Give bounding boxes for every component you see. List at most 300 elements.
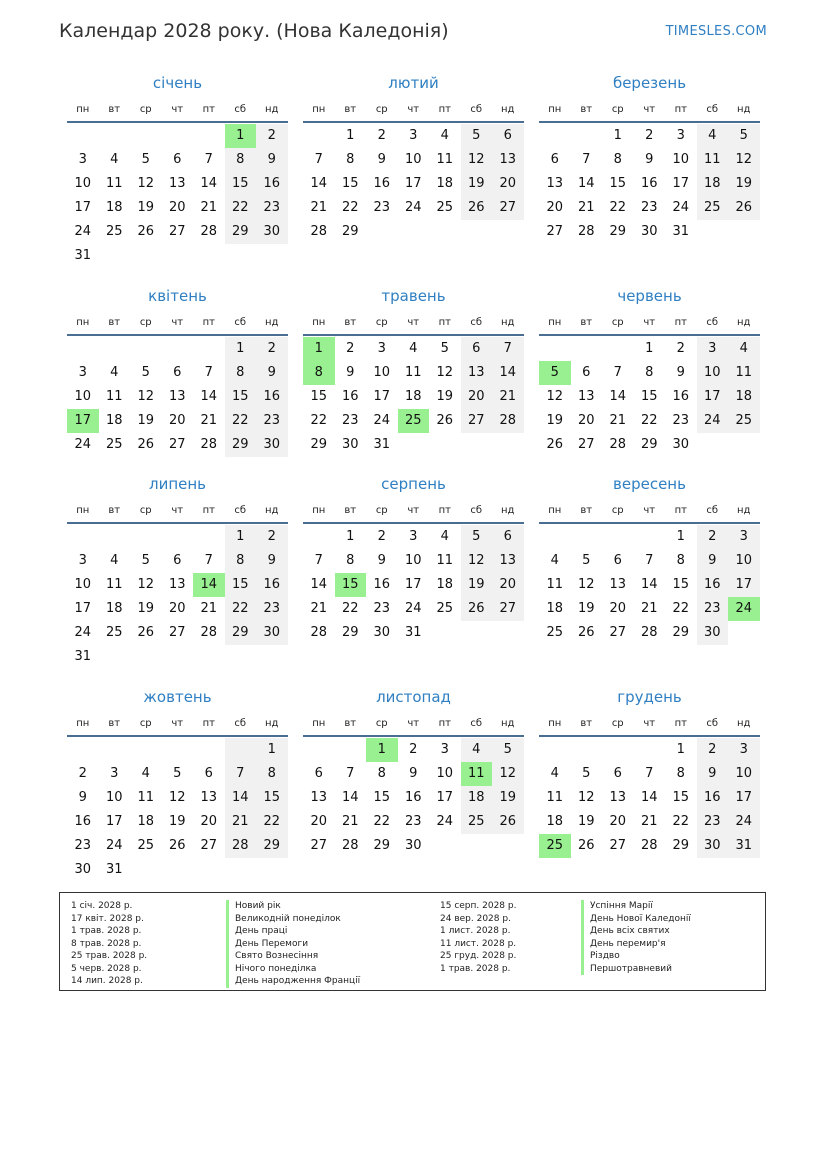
day-cell: 30 [74,862,92,877]
day-cell: 13 [577,389,595,404]
day-cell-empty [67,337,99,361]
legend-holiday-date: 25 груд. 2028 р. [440,951,517,961]
weekday-label: чт [407,103,420,115]
day-cell: 26 [728,196,760,220]
day-cell: 15 [672,790,690,805]
day-cell: 3 [78,553,87,568]
day-cell: 11 [546,790,564,805]
day-cell: 20 [461,385,493,409]
day-cell-empty [539,525,571,549]
week-row [539,433,760,457]
month-name: лютий [388,74,439,92]
day-cell: 2 [676,341,685,356]
day-cell-empty [303,525,335,549]
day-cell: 8 [676,766,685,781]
day-cell: 29 [256,834,288,858]
weekday-label: чт [171,717,184,729]
day-cell-empty [429,621,461,645]
day-cell: 30 [404,838,422,853]
day-cell: 7 [225,762,257,786]
day-cell-empty [67,525,99,549]
day-cell: 12 [137,176,155,191]
legend-holiday-name: День всіх святих [581,925,691,938]
day-cell: 16 [640,176,658,191]
day-cell: 11 [105,577,123,592]
day-cell: 23 [256,597,288,621]
day-cell-empty [130,525,162,549]
day-cell: 29 [225,621,257,645]
day-cell: 12 [577,577,595,592]
day-cell: 9 [256,361,288,385]
month-divider [303,735,524,737]
week-row [303,148,524,172]
day-cell: 20 [492,172,524,196]
day-cell: 20 [609,601,627,616]
week-row [67,834,288,858]
day-cell: 11 [404,365,422,380]
weekday-label: вт [580,103,593,115]
day-cell: 8 [613,152,622,167]
day-cell-empty [571,337,603,361]
week-row [539,573,760,597]
day-cell: 22 [640,413,658,428]
day-cell: 22 [609,200,627,215]
weekday-label: чт [171,504,184,516]
month-1 [67,73,288,268]
day-cell: 17 [404,577,422,592]
weekday-label: сб [706,103,719,115]
day-cell: 26 [461,196,493,220]
day-cell: 24 [373,413,391,428]
day-cell: 12 [461,549,493,573]
day-cell: 23 [256,196,288,220]
day-cell: 23 [373,200,391,215]
day-cell: 13 [492,549,524,573]
day-cell: 31 [728,834,760,858]
day-cell-empty [193,337,225,361]
day-cell: 24 [105,838,123,853]
day-cell-empty [162,124,194,148]
day-cell: 11 [697,148,729,172]
weekday-label: нд [265,717,279,729]
day-cell: 20 [200,814,218,829]
day-cell: 10 [728,549,760,573]
day-cell: 10 [373,365,391,380]
week-row [303,433,524,457]
day-cell: 14 [200,389,218,404]
day-cell: 5 [461,124,493,148]
day-cell: 3 [377,341,386,356]
week-row [67,858,288,882]
day-cell: 10 [74,577,92,592]
day-cell-empty [335,738,367,762]
day-cell: 25 [137,838,155,853]
day-cell: 8 [225,148,257,172]
day-cell: 18 [105,413,123,428]
day-cell: 12 [577,790,595,805]
day-cell: 4 [461,738,493,762]
day-cell-empty [99,244,131,268]
day-cell-empty [366,220,398,244]
day-cell: 2 [697,525,729,549]
week-row [303,786,524,810]
day-cell: 12 [137,389,155,404]
day-cell: 9 [346,365,355,380]
day-cell: 27 [492,196,524,220]
day-cell: 29 [341,625,359,640]
day-cell: 16 [256,573,288,597]
month-7 [67,474,288,669]
day-cell-empty [193,244,225,268]
day-cell: 26 [137,224,155,239]
day-cell: 18 [436,176,454,191]
day-cell: 6 [613,766,622,781]
legend-holiday-name: День перемир'я [581,938,691,951]
day-cell: 23 [697,597,729,621]
day-cell-empty [193,858,225,882]
weekday-label: нд [265,504,279,516]
weekday-label: пт [438,717,451,729]
day-cell: 14 [640,790,658,805]
day-cell-empty [162,738,194,762]
week-row [67,597,288,621]
day-cell: 25 [105,224,123,239]
day-cell-empty [429,433,461,457]
weekday-label: сб [234,717,247,729]
legend-holiday-date: 14 лип. 2028 р. [71,976,143,986]
weekday-label: нд [265,316,279,328]
day-cell: 13 [310,790,328,805]
day-cell-empty [728,220,760,244]
page-title: Календар 2028 року. (Нова Каледонія) [59,20,449,42]
legend-holiday-date: 15 серп. 2028 р. [440,901,517,911]
month-divider [67,121,288,123]
month-9 [539,474,760,645]
day-cell: 22 [672,814,690,829]
day-cell: 21 [310,601,328,616]
month-divider [303,334,524,336]
weekday-label: нд [501,717,515,729]
weekday-label: вт [580,316,593,328]
weekday-label: нд [737,316,751,328]
site-link[interactable]: TIMESLES.COM [665,24,767,39]
day-cell: 24 [74,224,92,239]
week-row [303,172,524,196]
weekday-label: пн [312,316,326,328]
day-cell: 1 [645,341,654,356]
day-cell: 3 [728,738,760,762]
day-cell-empty [461,433,493,457]
day-cell-empty [697,220,729,244]
day-cell-empty [162,525,194,549]
day-cell-empty [571,124,603,148]
day-cell-empty [162,244,194,268]
week-row [303,385,524,409]
month-2 [303,73,524,244]
weekday-label: пт [202,103,215,115]
day-cell: 3 [110,766,119,781]
day-cell: 14 [492,361,524,385]
holiday-day-cell: 11 [461,762,493,786]
day-cell: 23 [404,814,422,829]
day-cell: 27 [168,625,186,640]
month-name: квітень [148,287,207,305]
day-cell: 6 [314,766,323,781]
day-cell: 9 [697,549,729,573]
week-row [539,786,760,810]
day-cell-empty [99,525,131,549]
day-cell: 20 [168,200,186,215]
day-cell: 21 [577,200,595,215]
day-cell: 20 [609,814,627,829]
day-cell: 11 [137,790,155,805]
week-row [67,409,288,433]
day-cell: 25 [105,625,123,640]
day-cell: 19 [492,786,524,810]
day-cell: 9 [645,152,654,167]
month-5 [303,286,524,457]
day-cell: 15 [225,573,257,597]
day-cell: 29 [225,220,257,244]
day-cell: 17 [697,385,729,409]
day-cell: 10 [672,152,690,167]
weekday-label: пн [548,717,562,729]
day-cell: 10 [74,389,92,404]
day-cell: 28 [200,625,218,640]
day-cell: 4 [728,337,760,361]
day-cell: 1 [676,529,685,544]
day-cell: 22 [672,601,690,616]
day-cell: 7 [645,766,654,781]
day-cell: 16 [74,814,92,829]
day-cell: 11 [728,361,760,385]
day-cell: 28 [310,224,328,239]
day-cell: 6 [204,766,213,781]
day-cell: 7 [613,365,622,380]
day-cell-empty [602,738,634,762]
week-row [303,762,524,786]
weekday-label: нд [501,316,515,328]
week-row [67,762,288,786]
day-cell: 27 [577,437,595,452]
month-name: березень [612,74,687,92]
weekday-label: пн [76,316,90,328]
day-cell: 5 [141,152,150,167]
day-cell: 15 [225,385,257,409]
day-cell: 1 [346,529,355,544]
day-cell: 28 [640,838,658,853]
day-cell: 31 [404,625,422,640]
day-cell: 22 [341,601,359,616]
day-cell: 19 [577,814,595,829]
day-cell: 5 [728,124,760,148]
day-cell-empty [193,525,225,549]
day-cell-empty [130,124,162,148]
day-cell: 3 [697,337,729,361]
month-divider [539,334,760,336]
day-cell: 29 [341,224,359,239]
day-cell: 17 [373,389,391,404]
day-cell: 10 [105,790,123,805]
day-cell: 8 [346,553,355,568]
day-cell: 4 [697,124,729,148]
day-cell: 28 [200,437,218,452]
day-cell-empty [193,738,225,762]
day-cell: 7 [314,553,323,568]
weekday-header [303,97,524,121]
day-cell: 19 [461,573,493,597]
day-cell: 29 [640,437,658,452]
weekday-label: чт [171,103,184,115]
legend-holiday-name: Великодній понеділок [226,913,360,926]
day-cell: 18 [105,601,123,616]
day-cell: 14 [341,790,359,805]
day-cell-empty [429,220,461,244]
month-name: вересень [613,475,686,493]
week-row [539,738,760,762]
day-cell-empty [634,738,666,762]
day-cell: 20 [546,200,564,215]
weekday-header [303,498,524,522]
day-cell: 12 [728,148,760,172]
day-cell-empty [728,621,760,645]
day-cell: 16 [373,176,391,191]
week-row [539,834,760,858]
week-row [67,810,288,834]
weekday-label: пн [548,103,562,115]
day-cell: 19 [436,389,454,404]
day-cell: 17 [404,176,422,191]
weekday-label: сб [470,504,483,516]
day-cell: 2 [697,738,729,762]
day-cell: 24 [74,625,92,640]
day-cell-empty [99,124,131,148]
day-cell: 31 [672,224,690,239]
day-cell: 1 [613,128,622,143]
holiday-day-cell: 25 [539,834,571,858]
legend-holiday-name: Першотравневий [581,963,691,976]
day-cell: 4 [141,766,150,781]
week-row [539,196,760,220]
day-cell: 4 [110,152,119,167]
day-cell: 5 [461,525,493,549]
day-cell-empty [539,738,571,762]
day-cell: 3 [728,525,760,549]
weekday-label: чт [643,717,656,729]
legend-holiday-name: День Нової Каледонії [581,913,691,926]
holiday-day-cell: 5 [539,361,571,385]
month-12 [539,687,760,858]
legend-holiday-date: 1 лист. 2028 р. [440,926,511,936]
day-cell: 9 [377,553,386,568]
week-row [67,433,288,457]
day-cell: 20 [577,413,595,428]
day-cell: 15 [672,577,690,592]
weekday-label: ср [139,103,152,115]
day-cell: 9 [78,790,87,805]
day-cell: 2 [377,128,386,143]
week-row [303,810,524,834]
weekday-label: вт [580,504,593,516]
day-cell: 9 [676,365,685,380]
weekday-label: нд [265,103,279,115]
day-cell-empty [571,738,603,762]
week-row [303,124,524,148]
weekday-label: ср [611,717,624,729]
day-cell: 1 [225,525,257,549]
week-row [303,525,524,549]
day-cell: 19 [461,172,493,196]
day-cell: 28 [225,834,257,858]
day-cell: 25 [697,196,729,220]
weekday-label: ср [611,103,624,115]
weekday-label: нд [737,103,751,115]
weekday-label: пн [312,717,326,729]
day-cell: 11 [546,577,564,592]
day-cell: 24 [404,601,422,616]
day-cell-empty [602,337,634,361]
day-cell-empty [398,220,430,244]
day-cell: 2 [256,124,288,148]
weekday-label: сб [706,504,719,516]
weekday-label: нд [501,103,515,115]
day-cell: 10 [728,762,760,786]
weekday-label: чт [407,717,420,729]
day-cell: 10 [404,152,422,167]
month-divider [303,522,524,524]
day-cell: 18 [546,601,564,616]
holiday-day-cell: 15 [335,573,367,597]
week-row [67,337,288,361]
day-cell: 19 [728,172,760,196]
weekday-header [67,310,288,334]
weekday-header [539,310,760,334]
day-cell: 7 [314,152,323,167]
day-cell: 19 [137,413,155,428]
day-cell: 8 [256,762,288,786]
day-cell-empty [461,621,493,645]
weekday-label: вт [580,717,593,729]
week-row [539,810,760,834]
day-cell: 19 [137,200,155,215]
day-cell: 31 [74,649,92,664]
week-row [67,196,288,220]
day-cell: 12 [436,365,454,380]
day-cell: 18 [461,786,493,810]
day-cell: 30 [640,224,658,239]
day-cell: 28 [577,224,595,239]
weekday-label: пт [438,316,451,328]
day-cell: 27 [168,224,186,239]
holiday-day-cell: 8 [303,361,335,385]
weekday-label: вт [108,504,121,516]
weekday-label: чт [643,316,656,328]
week-row [67,621,288,645]
day-cell: 24 [436,814,454,829]
day-cell-empty [225,738,257,762]
day-cell: 17 [672,176,690,191]
day-cell: 9 [377,152,386,167]
day-cell-empty [571,525,603,549]
day-cell: 17 [436,790,454,805]
day-cell-empty [429,834,461,858]
day-cell: 13 [609,577,627,592]
day-cell: 22 [256,810,288,834]
week-row [67,385,288,409]
week-row [67,573,288,597]
day-cell-empty [634,525,666,549]
weekday-label: пн [548,316,562,328]
